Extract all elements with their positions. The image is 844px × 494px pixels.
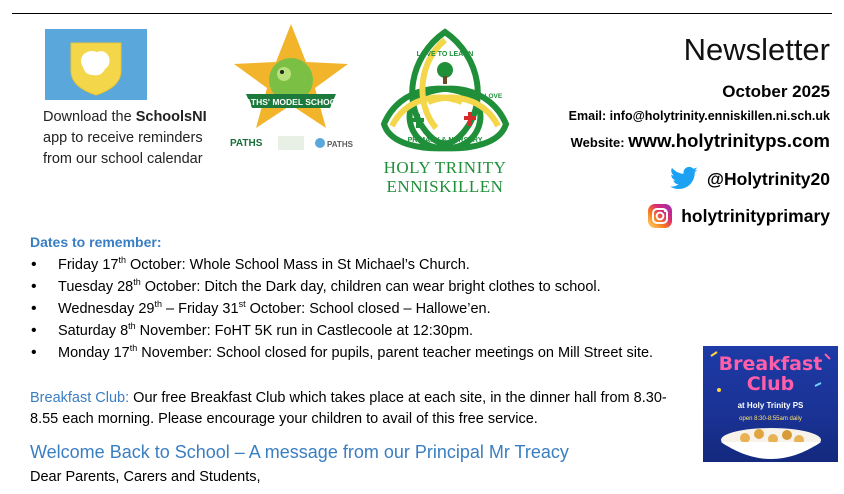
schoolsni-line3: from our school calendar: [43, 151, 203, 167]
schoolsni-line1-prefix: Download the: [43, 109, 136, 125]
schoolsni-app-name: SchoolsNI: [135, 109, 207, 125]
dates-list: [30, 254, 685, 364]
paths-model-school-logo: [226, 22, 356, 154]
school-name: [368, 158, 522, 196]
paths-small-logo-2: PATHS: [327, 140, 353, 149]
date-item: • Monday 17th November: School closed for pupils, parent teacher meetings on Mill Street site.: [30, 342, 685, 364]
website-link[interactable]: www.holytrinityps.com: [628, 130, 830, 151]
email-link[interactable]: info@holytrinity.enniskillen.ni.sch.uk: [609, 109, 830, 123]
paths-badge-text: PATHS' MODEL SCHOOL: [240, 97, 342, 107]
website-line: [571, 130, 830, 152]
dates-heading: Dates to remember:: [30, 234, 162, 250]
date-item: • Friday 17th October: Whole School Mass in St Michael’s Church.: [30, 254, 685, 276]
instagram-link[interactable]: [647, 203, 830, 229]
poster-subtitle: at Holy Trinity PS: [737, 401, 804, 410]
instagram-icon: [647, 203, 673, 229]
northern-ireland-shield-icon: [45, 29, 147, 100]
email-line: [569, 109, 830, 123]
date-item: • Wednesday 29th – Friday 31st October: School closed – Hallowe’en.: [30, 298, 685, 320]
schoolsni-download-text: [43, 107, 233, 170]
crest-ring-top-text: LOVE TO LEARN: [416, 51, 474, 58]
school-name-line2: ENNISKILLEN: [386, 177, 504, 196]
crest-ring-right-text: TO LOVE: [473, 93, 503, 100]
breakfast-club-lead: Breakfast Club:: [30, 390, 130, 406]
breakfast-club-paragraph: [30, 388, 690, 430]
newsletter-title: Newsletter: [683, 32, 830, 67]
website-label: Website:: [570, 135, 629, 150]
paths-small-logo-1: PATHS: [230, 138, 263, 149]
instagram-handle: holytrinityprimary: [681, 205, 830, 226]
greeting-text: Dear Parents, Carers and Students,: [30, 469, 261, 485]
top-rule: [12, 13, 832, 14]
school-name-line1: HOLY TRINITY: [383, 158, 507, 177]
email-label: Email:: [568, 109, 610, 123]
schoolsni-line2: app to receive reminders: [43, 130, 203, 146]
breakfast-club-poster: [703, 346, 838, 462]
poster-title-line1: Breakfast: [718, 353, 823, 375]
date-item: • Tuesday 28th October: Ditch the Dark day, children can wear bright clothes to school.: [30, 276, 685, 298]
breakfast-club-text: Our free Breakfast Club which takes place at each site, in the dinner hall from 8.30-8.55 each morning. Please encourage your children to avail of this free service.: [30, 390, 667, 427]
breakfast-club-poster-title: [703, 354, 838, 394]
twitter-bird-icon: [669, 166, 699, 192]
newsletter-date: October 2025: [722, 82, 830, 101]
paths-star-icon: [226, 22, 356, 154]
poster-time: open 8:30-8:55am daily: [739, 416, 802, 422]
poster-title-line2: Club: [746, 373, 795, 395]
schoolsni-logo[interactable]: [45, 29, 147, 100]
trinity-knot-icon: [370, 26, 520, 156]
crest-band-text: PRIMARY & NURSERY: [407, 137, 483, 144]
twitter-handle: @Holytrinity20: [706, 168, 830, 189]
twitter-link[interactable]: [669, 166, 830, 192]
welcome-heading: Welcome Back to School – A message from our Principal Mr Treacy: [30, 442, 569, 462]
cereal-bowl-icon: [715, 424, 827, 462]
date-item: • Saturday 8th November: FoHT 5K run in Castlecoole at 12:30pm.: [30, 320, 685, 342]
